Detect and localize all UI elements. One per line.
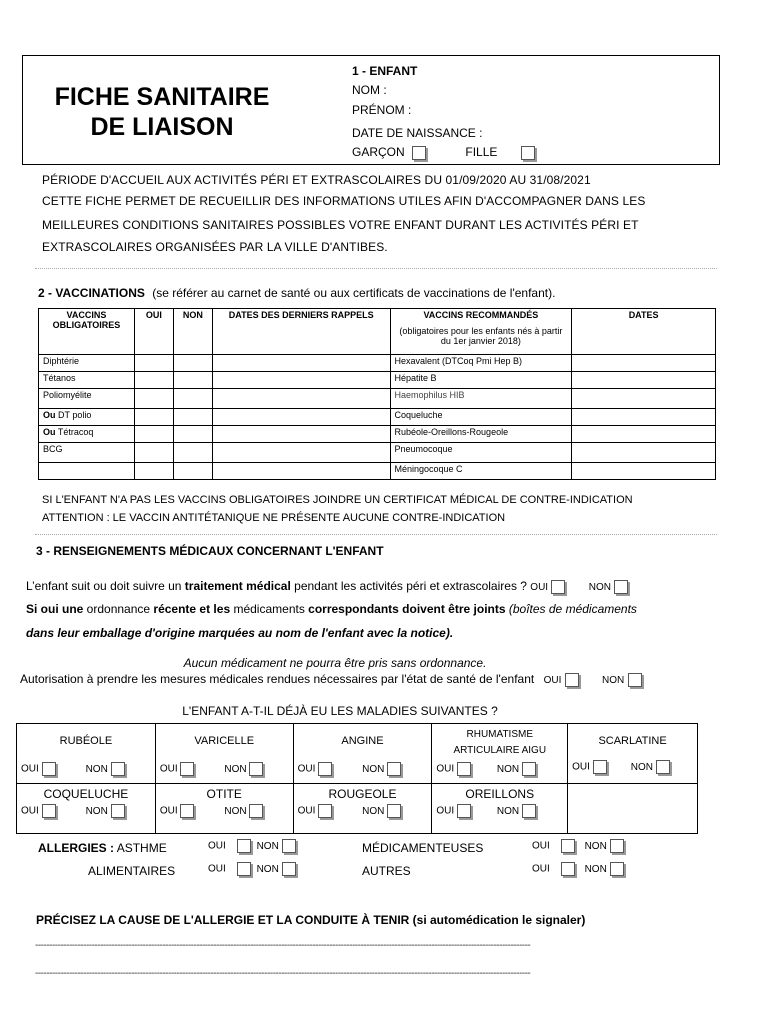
non-label: NON <box>85 763 108 775</box>
oui-checkbox[interactable] <box>42 804 56 818</box>
maladie-rubeole: RUBÉOLE <box>59 735 113 747</box>
alimentaires-non-checkbox[interactable] <box>282 862 296 876</box>
oui-label: OUI <box>21 805 39 817</box>
intro-line-4: EXTRASCOLAIRES ORGANISÉES PAR LA VILLE D'ANTIBES. <box>42 240 388 254</box>
date-cell[interactable] <box>572 426 716 443</box>
oui-non-group <box>572 760 670 774</box>
non-label: NON <box>630 761 653 773</box>
aucun-medicament: Aucun médicament ne pourra être pris sans ordonnance. <box>183 656 487 670</box>
oui-cell[interactable] <box>134 443 173 463</box>
alimentaires-oui-checkbox[interactable] <box>237 862 251 876</box>
oui-cell[interactable] <box>134 355 173 372</box>
maladies-title: L'ENFANT A-T-IL DÉJÀ EU LES MALADIES SUIVANTES ? <box>182 704 498 718</box>
si-oui-line-1 <box>26 602 637 616</box>
vaccin-recommande: Coqueluche <box>390 409 572 426</box>
maladie-varicelle: VARICELLE <box>194 735 255 747</box>
table-row <box>39 463 716 480</box>
date-cell[interactable] <box>212 409 390 426</box>
answer-line-1[interactable]: ------------------------------------------------------------------------------------------------------------------------------------------------------------------------------- <box>35 940 531 951</box>
oui-cell[interactable] <box>134 372 173 389</box>
oui-label: OUI <box>208 863 226 875</box>
date-naissance-label: DATE DE NAISSANCE : <box>352 126 483 140</box>
autres-options <box>532 862 624 876</box>
maladie-scarlatine: SCARLATINE <box>598 735 667 747</box>
table-row <box>39 426 716 443</box>
non-cell[interactable] <box>173 409 212 426</box>
maladie-otite: OTITE <box>206 787 242 801</box>
non-checkbox[interactable] <box>249 804 263 818</box>
vaccin-obligatoire-cell <box>39 426 135 443</box>
table-row <box>39 389 716 409</box>
oui-checkbox[interactable] <box>318 762 332 776</box>
oui-label: OUI <box>436 805 455 817</box>
oui-checkbox[interactable] <box>180 804 194 818</box>
si-oui-line-2: dans leur emballage d'origine marquées au nom de l'enfant avec la notice). <box>26 626 454 640</box>
allergies-label: ALLERGIES : <box>38 841 115 855</box>
maladie-angine: ANGINE <box>341 735 384 747</box>
maladie-cell <box>17 784 156 834</box>
col-non: NON <box>173 309 212 355</box>
oui-label: OUI <box>532 863 550 875</box>
oui-label: OUI <box>436 763 455 775</box>
vaccination-note-1: SI L'ENFANT N'A PAS LES VACCINS OBLIGATOIRES JOINDRE UN CERTIFICAT MÉDICAL DE CONTRE-INDICATION <box>42 494 633 506</box>
non-cell[interactable] <box>173 443 212 463</box>
oui-label: OUI <box>297 763 316 775</box>
traitement-text-b: traitement médical <box>184 579 291 593</box>
oui-checkbox[interactable] <box>457 762 471 776</box>
medicamenteuses-non-checkbox[interactable] <box>610 839 624 853</box>
ou-prefix: Ou <box>43 410 56 420</box>
date-cell[interactable] <box>212 443 390 463</box>
oui-non-group <box>21 804 125 818</box>
autres-non-checkbox[interactable] <box>610 862 624 876</box>
maladie-cell <box>155 724 293 784</box>
non-label: NON <box>362 805 385 817</box>
oui-non-group <box>298 762 402 776</box>
maladie-coqueluche: COQUELUCHE <box>43 787 129 801</box>
autres-oui-checkbox[interactable] <box>561 862 575 876</box>
oui-label: OUI <box>159 805 178 817</box>
non-label: NON <box>85 805 108 817</box>
vaccin-recommande: Méningocoque C <box>390 463 572 480</box>
si-oui-e: correspondants doivent être joints <box>308 602 506 616</box>
vaccin-recommande: Hexavalent (DTCoq Pmi Hep B) <box>390 355 572 372</box>
non-checkbox[interactable] <box>387 762 401 776</box>
maladies-table <box>16 723 698 834</box>
oui-label: OUI <box>297 805 316 817</box>
oui-checkbox[interactable] <box>42 762 56 776</box>
asthme-options <box>208 839 296 853</box>
prenom-label: PRÉNOM : <box>352 103 412 117</box>
date-cell[interactable] <box>572 463 716 480</box>
col-vaccins-recommandes-label: VACCINS RECOMMANDÉS <box>423 310 539 320</box>
vaccin-obligatoire: BCG <box>39 443 135 463</box>
vaccinations-header-row <box>39 309 716 355</box>
date-cell[interactable] <box>572 372 716 389</box>
autorisation-non-checkbox[interactable] <box>628 673 642 687</box>
vaccinations-title: 2 - VACCINATIONS <box>38 286 145 300</box>
asthme-non-checkbox[interactable] <box>282 839 296 853</box>
table-row <box>39 372 716 389</box>
sexe-row <box>352 145 535 160</box>
intro-line-3: MEILLEURES CONDITIONS SANITAIRES POSSIBLES VOTRE ENFANT DURANT LES ACTIVITÉS PÉRI ET <box>42 218 639 232</box>
autorisation-oui-label: OUI <box>543 675 562 686</box>
oui-non-group <box>298 804 402 818</box>
non-label: NON <box>496 805 520 817</box>
oui-checkbox[interactable] <box>457 804 471 818</box>
section-1-title: 1 - ENFANT <box>352 64 418 78</box>
title-line-2: DE LIAISON <box>90 113 234 141</box>
divider <box>35 534 717 535</box>
alimentaires-label: ALIMENTAIRES <box>88 864 176 878</box>
non-label: NON <box>224 763 247 775</box>
medicamenteuses-label: MÉDICAMENTEUSES <box>362 841 484 855</box>
oui-label: OUI <box>159 763 178 775</box>
non-cell[interactable] <box>173 372 212 389</box>
garcon-checkbox[interactable] <box>412 146 426 160</box>
non-checkbox[interactable] <box>111 762 125 776</box>
vaccinations-heading <box>38 286 555 300</box>
non-checkbox[interactable] <box>249 762 263 776</box>
traitement-non-checkbox[interactable] <box>614 580 628 594</box>
ou-prefix: Ou <box>43 427 56 437</box>
col-vaccins-obligatoires: VACCINS OBLIGATOIRES <box>39 309 135 355</box>
col-dates: DATES <box>572 309 716 355</box>
oui-non-group <box>160 762 264 776</box>
autorisation-oui-checkbox[interactable] <box>565 673 579 687</box>
vaccin-obligatoire: Diphtérie <box>39 355 135 372</box>
non-checkbox[interactable] <box>111 804 125 818</box>
table-row <box>39 355 716 372</box>
si-oui-a: Si oui une <box>26 602 84 616</box>
date-cell[interactable] <box>212 372 390 389</box>
vaccin-obligatoire: Tétanos <box>39 372 135 389</box>
oui-label: OUI <box>532 840 550 852</box>
vaccin-obligatoire-cell <box>39 409 135 426</box>
maladies-row-2 <box>17 784 698 834</box>
maladie-cell <box>155 784 293 834</box>
oui-non-group <box>436 804 536 818</box>
col-dates-rappels: DATES DES DERNIERS RAPPELS <box>212 309 390 355</box>
date-cell[interactable] <box>572 389 716 409</box>
col-vaccins-recommandes-note: (obligatoires pour les enfants nés à partir du 1er janvier 2018) <box>399 326 563 346</box>
vaccin-obligatoire: DT polio <box>58 410 92 420</box>
traitement-oui-label: OUI <box>530 582 549 593</box>
fille-checkbox[interactable] <box>521 146 535 160</box>
title-line-1: FICHE SANITAIRE <box>54 83 270 111</box>
vaccin-recommande: Haemophilus HIB <box>390 389 572 409</box>
autorisation-text: Autorisation à prendre les mesures médicales rendues nécessaires par l'état de santé de l'enfant <box>20 672 535 686</box>
autorisation-row <box>20 672 642 687</box>
medical-title: 3 - RENSEIGNEMENTS MÉDICAUX CONCERNANT L'ENFANT <box>36 544 384 558</box>
oui-cell[interactable] <box>134 463 173 480</box>
si-oui-f: (boîtes de médicaments <box>505 602 637 616</box>
precisez-title: PRÉCISEZ LA CAUSE DE L'ALLERGIE ET LA CONDUITE À TENIR (si automédication le signaler) <box>36 913 586 927</box>
traitement-text-c: pendant les activités péri et extrascolaires ? <box>290 579 527 593</box>
si-oui-c: récente et les <box>153 602 231 616</box>
oui-label: OUI <box>21 763 39 775</box>
date-cell[interactable] <box>572 355 716 372</box>
nom-label: NOM : <box>352 83 387 97</box>
vaccin-recommande: Pneumocoque <box>390 443 572 463</box>
intro-line-1: PÉRIODE D'ACCUEIL AUX ACTIVITÉS PÉRI ET EXTRASCOLAIRES DU 01/09/2020 AU 31/08/2021 <box>42 173 591 187</box>
col-vaccins-recommandes <box>390 309 572 355</box>
vaccin-recommande: Rubéole-Oreillons-Rougeole <box>390 426 572 443</box>
non-cell[interactable] <box>173 389 212 409</box>
medicamenteuses-oui-checkbox[interactable] <box>561 839 575 853</box>
vaccin-obligatoire: Tétracoq <box>57 427 94 437</box>
non-label: NON <box>256 840 279 852</box>
vaccin-recommande: Hépatite B <box>390 372 572 389</box>
oui-checkbox[interactable] <box>180 762 194 776</box>
oui-non-group <box>436 762 536 776</box>
maladie-cell <box>17 724 156 784</box>
maladies-row-1 <box>17 724 698 784</box>
maladie-rhumatisme: RHUMATISME ARTICULAIRE AIGU <box>453 729 547 756</box>
non-checkbox[interactable] <box>387 804 401 818</box>
allergies-label-row <box>38 841 167 855</box>
maladie-rougeole: ROUGEOLE <box>328 787 397 801</box>
non-label: NON <box>224 805 247 817</box>
traitement-text-a: L’enfant suit ou doit suivre un <box>26 579 185 593</box>
autorisation-non-label: NON <box>602 675 625 686</box>
maladie-cell <box>432 784 568 834</box>
si-oui-b: ordonnance <box>83 602 154 616</box>
oui-label: OUI <box>572 761 590 773</box>
non-label: NON <box>256 863 279 875</box>
non-checkbox[interactable] <box>656 760 670 774</box>
oui-cell[interactable] <box>134 426 173 443</box>
oui-cell[interactable] <box>134 389 173 409</box>
asthme-oui-checkbox[interactable] <box>237 839 251 853</box>
oui-non-group <box>160 804 264 818</box>
non-checkbox[interactable] <box>522 762 536 776</box>
empty-cell <box>568 784 698 834</box>
col-oui: OUI <box>134 309 173 355</box>
autres-label: AUTRES <box>362 864 411 878</box>
date-cell[interactable] <box>572 409 716 426</box>
non-cell[interactable] <box>173 426 212 443</box>
date-cell[interactable] <box>212 355 390 372</box>
vaccinations-subtitle: (se référer au carnet de santé ou aux certificats de vaccinations de l'enfant). <box>152 286 556 300</box>
divider <box>35 268 717 269</box>
date-cell[interactable] <box>212 389 390 409</box>
form-title <box>22 82 302 142</box>
date-cell[interactable] <box>212 463 390 480</box>
vaccin-obligatoire <box>39 463 135 480</box>
vaccination-note-2: ATTENTION : LE VACCIN ANTITÉTANIQUE NE PRÉSENTE AUCUNE CONTRE-INDICATION <box>42 512 506 524</box>
vaccinations-table <box>38 308 716 480</box>
maladie-cell <box>293 784 432 834</box>
maladie-cell <box>432 724 568 784</box>
non-label: NON <box>496 763 520 775</box>
maladie-oreillons: OREILLONS <box>465 787 535 801</box>
traitement-oui-checkbox[interactable] <box>551 580 565 594</box>
si-oui-d: médicaments <box>230 602 309 616</box>
date-cell[interactable] <box>212 426 390 443</box>
vaccin-obligatoire: Poliomyélite <box>39 389 135 409</box>
asthme-label: ASTHME <box>114 841 167 855</box>
table-row <box>39 443 716 463</box>
medicamenteuses-options <box>532 839 624 853</box>
non-cell[interactable] <box>173 355 212 372</box>
alimentaires-options <box>208 862 296 876</box>
non-label: NON <box>362 763 385 775</box>
traitement-non-label: NON <box>588 582 611 593</box>
oui-checkbox[interactable] <box>593 760 607 774</box>
garcon-label: GARÇON <box>352 145 405 159</box>
oui-non-group <box>21 762 125 776</box>
non-checkbox[interactable] <box>522 804 536 818</box>
table-row <box>39 409 716 426</box>
maladie-cell <box>568 724 698 784</box>
date-cell[interactable] <box>572 443 716 463</box>
non-cell[interactable] <box>173 463 212 480</box>
non-label: NON <box>584 840 607 852</box>
oui-cell[interactable] <box>134 409 173 426</box>
intro-line-2: CETTE FICHE PERMET DE RECUEILLIR DES INFORMATIONS UTILES AFIN D'ACCOMPAGNER DANS LES <box>42 194 646 208</box>
fille-label: FILLE <box>465 145 498 159</box>
answer-line-2[interactable]: ------------------------------------------------------------------------------------------------------------------------------------------------------------------------------- <box>35 968 531 979</box>
oui-checkbox[interactable] <box>318 804 332 818</box>
oui-label: OUI <box>208 840 226 852</box>
maladie-cell <box>293 724 432 784</box>
traitement-question <box>26 579 628 594</box>
non-label: NON <box>584 863 607 875</box>
